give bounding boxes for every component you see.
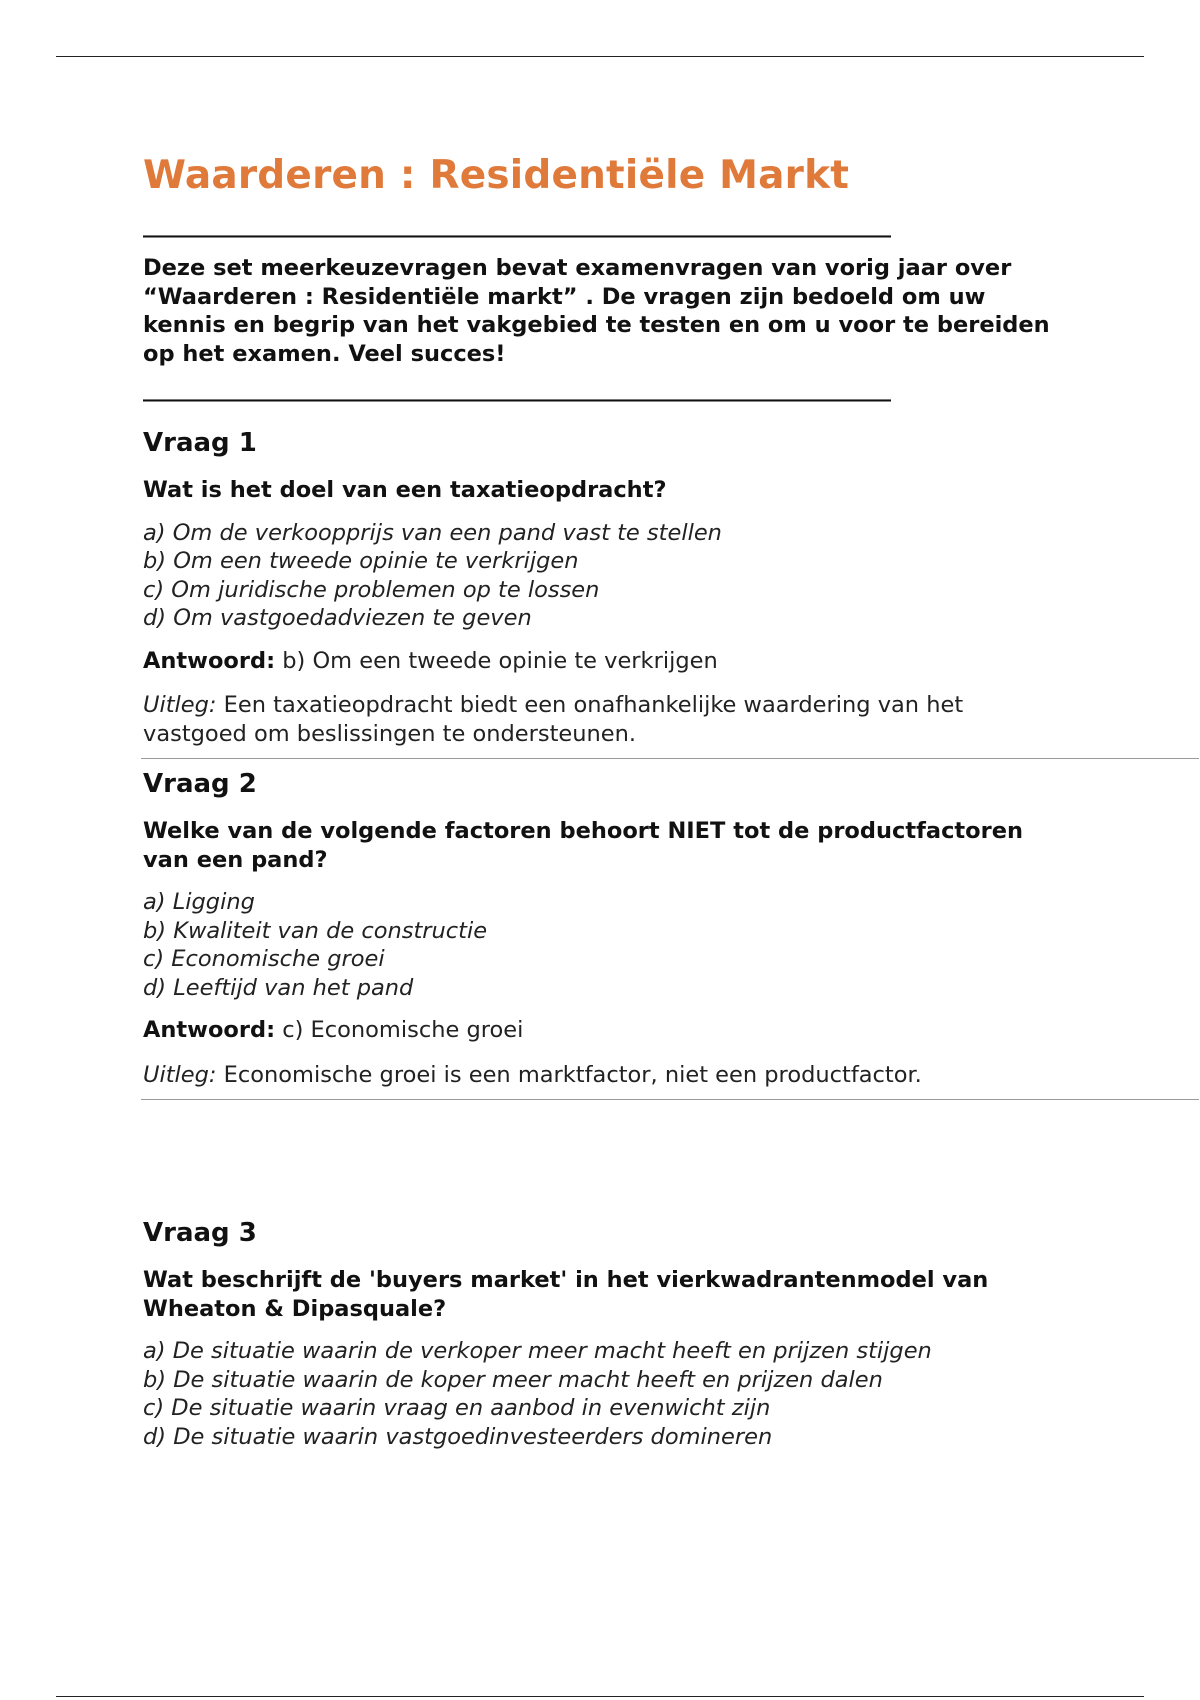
page-bottom-rule bbox=[56, 1696, 1144, 1697]
explanation-label: Uitleg: bbox=[143, 1061, 217, 1088]
title-divider: ____________________________________________________________________ bbox=[143, 213, 891, 238]
explanation-label: Uitleg: bbox=[143, 692, 217, 718]
answer bbox=[143, 647, 1063, 676]
question-heading: Vraag 1 bbox=[143, 428, 257, 458]
document-title: Waarderen : Residentiële Markt bbox=[143, 153, 850, 198]
explanation bbox=[143, 1061, 1058, 1090]
explanation-text: Een taxatieopdracht biedt een onafhankelijke waardering van het vastgoed om beslissingen te ondersteunen. bbox=[143, 692, 964, 747]
question-text: Wat beschrijft de 'buyers market' in het vierkwadrantenmodel van Wheaton & Dipasquale? bbox=[143, 1267, 989, 1322]
page-top-rule bbox=[56, 56, 1144, 57]
question-heading: Vraag 3 bbox=[143, 1218, 257, 1248]
explanation-text: Economische groei is een marktfactor, niet een productfactor. bbox=[216, 1061, 922, 1088]
answer-label: Antwoord: bbox=[143, 1017, 276, 1043]
question-separator bbox=[141, 758, 1199, 759]
question-2 bbox=[143, 767, 1063, 1100]
answer-value: b) Om een tweede opinie te verkrijgen bbox=[275, 647, 718, 674]
option-d: d) Om vastgoedadviezen te geven bbox=[143, 605, 532, 631]
intro-paragraph: Deze set meerkeuzevragen bevat examenvragen van vorig jaar over “Waarderen : Residentiële markt” . De vragen zijn bedoeld om uw kennis en begrip van het vakgebied te testen en om u voor te bereiden op het examen. Veel succes! bbox=[143, 255, 1050, 367]
option-a: a) Om de verkoopprijs van een pand vast te stellen bbox=[143, 519, 722, 546]
explanation bbox=[143, 691, 1058, 748]
question-separator bbox=[141, 1099, 1199, 1100]
option-b: b) De situatie waarin de koper meer macht heeft en prijzen dalen bbox=[143, 1366, 883, 1393]
option-c: c) Om juridische problemen op te lossen bbox=[143, 576, 600, 603]
option-c: c) De situatie waarin vraag en aanbod in evenwicht zijn bbox=[143, 1395, 771, 1421]
option-c: c) Economische groei bbox=[143, 946, 385, 972]
answer-value: c) Economische groei bbox=[275, 1017, 524, 1043]
question-text: Welke van de volgende factoren behoort NIET tot de productfactoren van een pand? bbox=[143, 818, 1024, 873]
question-heading: Vraag 2 bbox=[143, 769, 257, 799]
option-d: d) De situatie waarin vastgoedinvesteerders domineren bbox=[143, 1423, 773, 1450]
option-a: a) Ligging bbox=[143, 889, 255, 915]
option-b: b) Om een tweede opinie te verkrijgen bbox=[143, 548, 579, 574]
answer-options bbox=[143, 519, 1063, 633]
question-text: Wat is het doel van een taxatieopdracht? bbox=[143, 477, 667, 503]
document-body bbox=[143, 150, 1063, 1465]
intro-divider: ____________________________________________________________________ bbox=[143, 377, 891, 402]
answer-options bbox=[143, 1337, 1063, 1451]
option-d: d) Leeftijd van het pand bbox=[143, 974, 414, 1001]
option-a: a) De situatie waarin de verkoper meer macht heeft en prijzen stijgen bbox=[143, 1338, 932, 1364]
answer-options bbox=[143, 888, 1063, 1002]
option-b: b) Kwaliteit van de constructie bbox=[143, 917, 488, 944]
question-1 bbox=[143, 426, 1063, 759]
question-3 bbox=[143, 1216, 1063, 1451]
answer bbox=[143, 1016, 1063, 1045]
answer-label: Antwoord: bbox=[143, 647, 276, 674]
